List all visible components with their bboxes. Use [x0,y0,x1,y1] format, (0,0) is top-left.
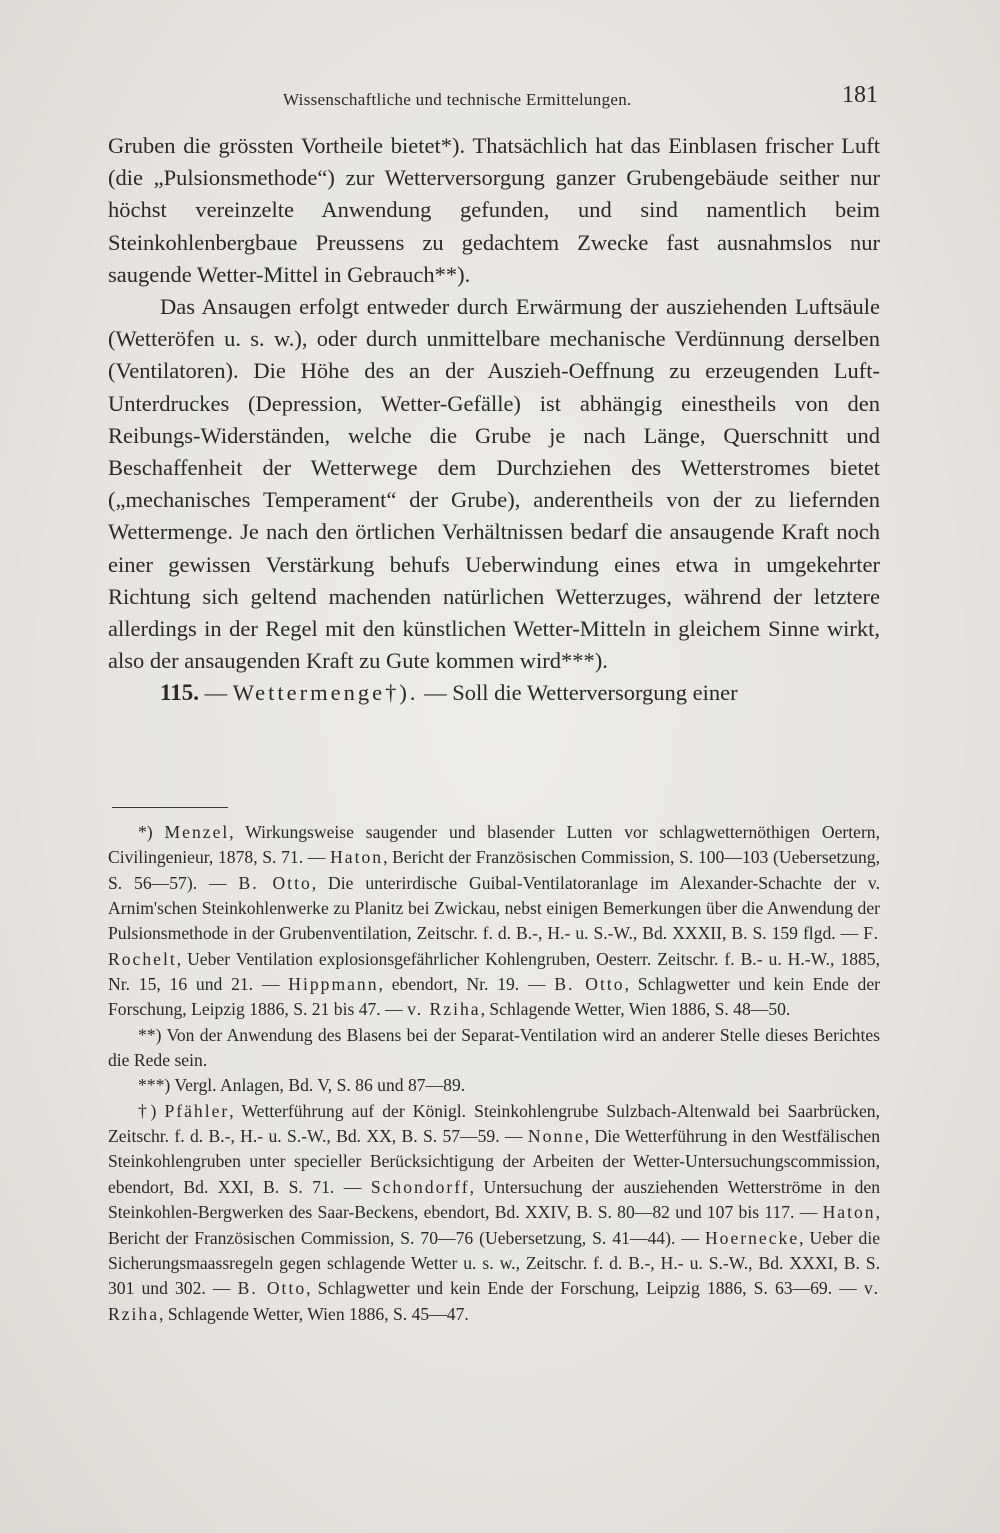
footnote [108,1023,880,1074]
footnote-text: , Wetterführung auf der Königl. Steinkohlengrube Sulzbach-Altenwald bei Saarbrücken, Zeitschr. f. d. B.-, H.- u. S.-W., Bd. XX, B. S. 57—59. — [108,1100,880,1147]
author-name: B. Otto [237,1278,307,1299]
footnote-text: Von der Anwendung des Blasens bei der Separat-Ventilation wird an anderer Stelle dieses Berichtes die Rede sein. [108,1024,880,1071]
footnote-mark: †) [138,1100,157,1121]
footnote-text: , Schlagwetter und kein Ende der Forschung, Leipzig 1886, S. 21 bis 47. — [108,974,880,1020]
section-text: — Soll die Wetterversorgung einer [424,680,738,706]
footnote-text: , Ueber die Sicherungsmaassregeln gegen schlagende Wetter u. s. w., Zeitschr. f. d. B.-, H.- u. S.-W., Bd. XXXI, B. S. 301 und 302. — [108,1227,881,1299]
footnote [108,1073,880,1098]
author-name: v. Rziha [407,999,481,1020]
footnotes [108,820,880,1327]
footnote-mark: ***) [138,1075,171,1096]
page-number: 181 [842,82,878,108]
footnote-mark: *) [138,822,153,842]
author-name: Haton [822,1202,876,1223]
footnote-mark: **) [138,1024,162,1045]
main-text [108,130,880,710]
footnote-text: , Schlagwetter und kein Ende der Forschung, Leipzig 1886, S. 63—69. — [306,1278,857,1299]
section-dash: — [204,680,228,706]
footnote [108,820,880,1023]
section-heading-line [108,677,880,709]
author-name: Haton [330,847,384,868]
author-name: Hippmann [288,974,379,995]
footnote-divider [112,807,228,808]
running-head: Wissenschaftliche und technische Ermittelungen. [283,90,632,109]
footnote-text: , Schlagende Wetter, Wien 1886, S. 48—50. [480,999,791,1020]
footnote-text: Vergl. Anlagen, Bd. V, S. 86 und 87—89. [174,1075,466,1096]
footnote-text: , Schlagende Wetter, Wien 1886, S. 45—47. [159,1303,469,1324]
author-name: B. Otto [554,974,625,995]
author-name: Menzel [164,822,230,842]
footnote-text: , ebendort, Nr. 19. — [378,974,546,995]
paragraph: Gruben die grössten Vortheile bietet*). Thatsächlich hat das Einblasen frischer Luft (die „Pulsionsmethode“) zur Wetterversorgung ganzer Grubengebäude seither nur höchst vereinzelte Anwendung gefunden, und sind namentlich beim Steinkohlenbergbaue Preussens zu gedachtem Zwecke fast ausnahmslos nur saugende Wetter-Mittel in Gebrauch**). [108,133,880,287]
footnote-text: , Wirkungsweise saugender und blasender Lutten vor schlagwetternöthigen Oertern, Civilingenieur, 1878, S. 71. — [108,822,881,868]
author-name: Pfähler [164,1100,230,1121]
footnote-text: , Ueber Ventilation explosionsgefährlicher Kohlengruben, Oesterr. Zeitschr. f. B.- u. H.-W., 1885, Nr. 15, 16 und 21. — [108,948,880,995]
author-name: F. Rochelt [108,923,880,969]
author-name: Hoernecke [704,1227,800,1248]
author-name: B. Otto [238,872,312,893]
paragraph: Das Ansaugen erfolgt entweder durch Erwärmung der ausziehenden Luftsäule (Wetteröfen u. s. w.), oder durch unmittelbare mechanische Verdünnung derselben (Ventilatoren). Die Höhe des an der Auszieh-Oeffnung zu erzeugenden Luft-Unterdruckes (Depression, Wetter-Gefälle) ist abhängig einestheils von den Reibungs-Widerständen, welche die Grube je nach Länge, Querschnitt und Beschaffenheit der Wetterwege dem Durchziehen des Wetterstromes bietet („mechanisches Temperament“ der Grube), anderentheils von der zu liefernden Wettermenge. Je nach den örtlichen Verhältnissen bedarf die ansaugende Kraft noch einer gewissen Verstärkung behufs Ueberwindung eines etwa in umgekehrter Richtung sich geltend machenden natürlichen Wetterzuges, während der letztere allerdings in der Regel mit den künstlichen Wetter-Mitteln in gleichem Sinne wirkt, also der ansaugenden Kraft zu Gute kommen wird***). [108,294,880,674]
footnote-text: , Untersuchung der ausziehenden Wetterströme in den Steinkohlen-Bergwerken des Saar-Beckens, ebendort, Bd. XXIV, B. S. 80—82 und 107 bis 117. — [108,1176,880,1223]
author-name: v. Rziha [108,1278,880,1324]
footnote-text: , Bericht der Französischen Commission, S. 100—103 (Uebersetzung, S. 56—57). — [108,847,880,893]
author-name: Schondorff [370,1176,470,1197]
page-header [108,84,878,118]
footnote [108,1099,880,1327]
author-name: Nonne [527,1126,585,1147]
footnote-text: , Die Wetterführung in den Westfälischen Steinkohlengruben unter specieller Berücksichtigung der Arbeiten der Wetter-Untersuchungscommission, ebendort, Bd. XXI, B. S. 71. — [108,1126,881,1197]
section-title: Wettermenge†). [232,680,419,706]
footnote-text: , Die unterirdische Guibal-Ventilatoranlage im Alexander-Schachte der v. Arnim'schen Steinkohlenwerke zu Planitz bei Zwickau, nebst einigen Bemerkungen über die Anwendung der Pulsionsmethode in der Grubenventilation, Zeitschr. f. d. B.-, H.- u. S.-W., Bd. XXXII, B. S. 159 flgd. — [108,872,880,944]
footnote-text: , Bericht der Französischen Commission, S. 70—76 (Uebersetzung, S. 41—44). — [108,1202,880,1248]
section-number: 115. [160,680,199,706]
